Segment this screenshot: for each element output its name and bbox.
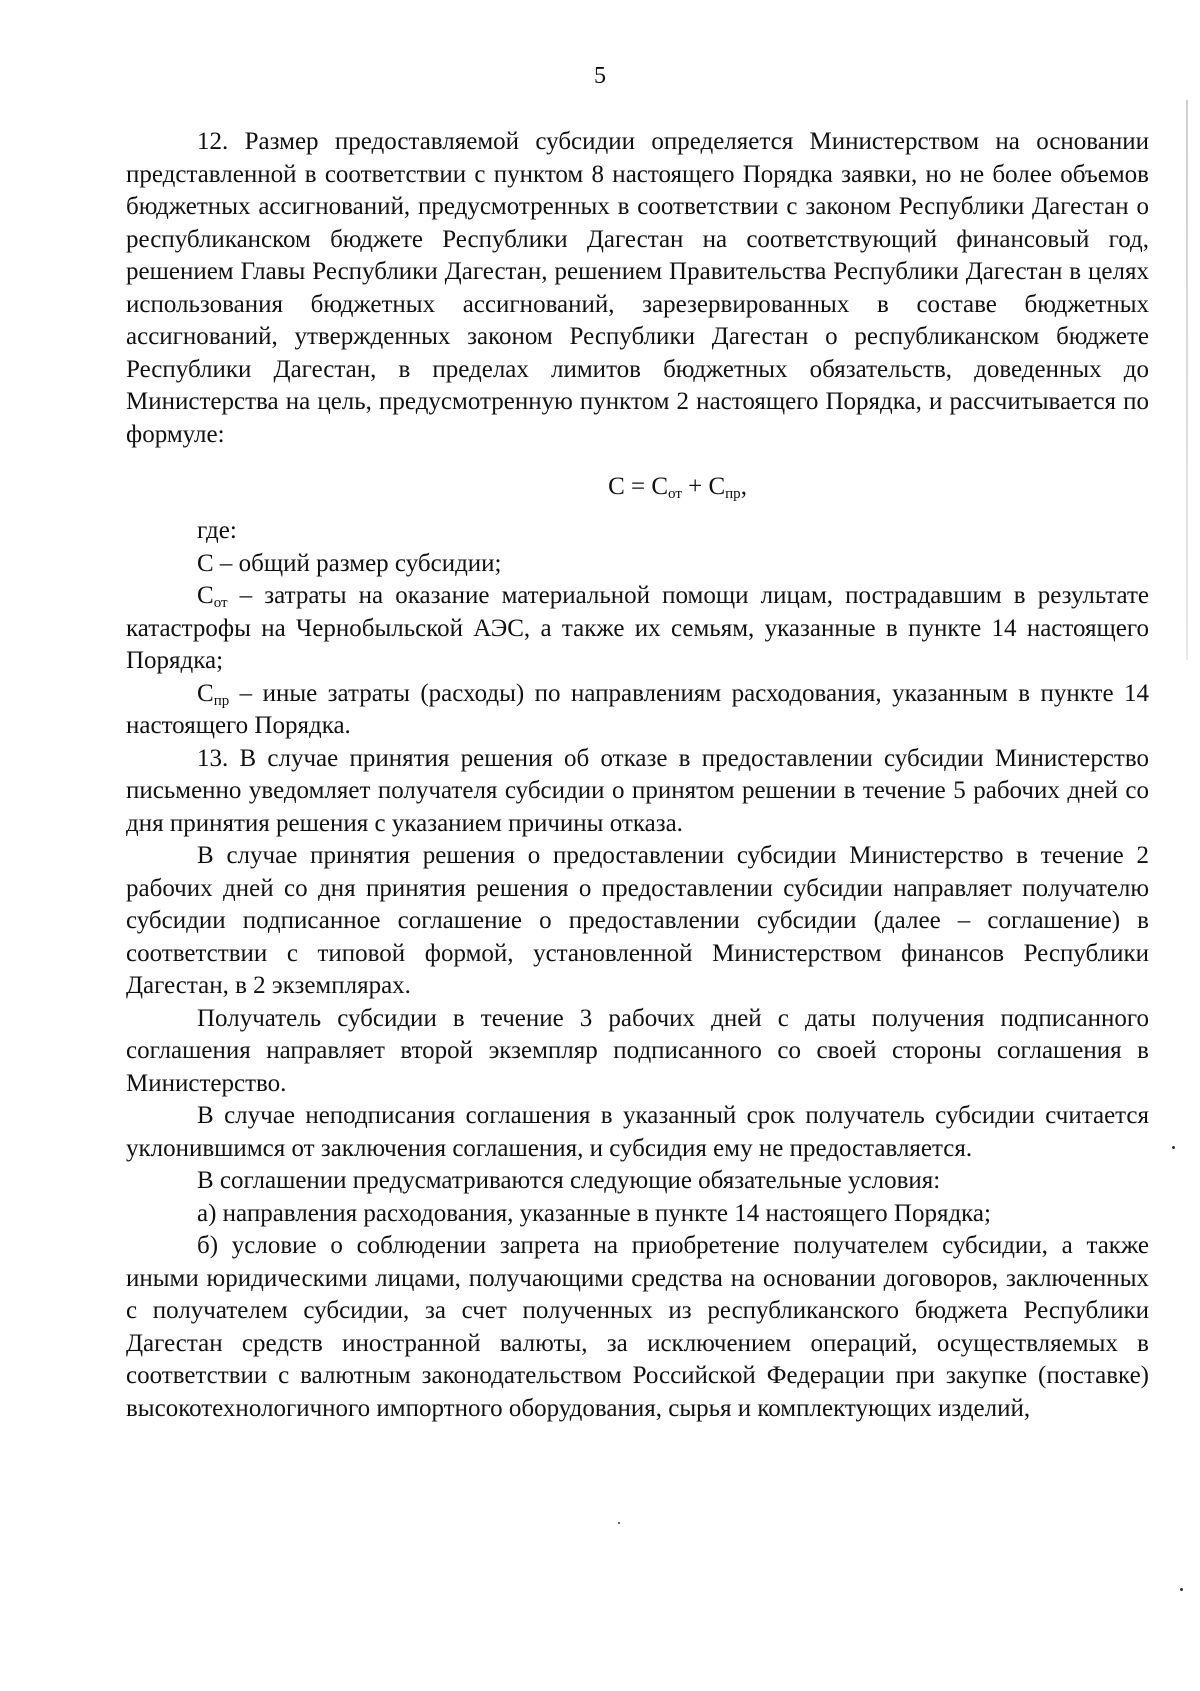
definition-c-ot-text: – затраты на оказание материальной помощи лицам, пострадавшим в результате катастрофы на Чернобыльской АЭС, а также их семьям, указанные в пункте 14 настоящего Порядка;	[126, 582, 1149, 674]
paragraph-13: 13. В случае принятия решения об отказе в предоставлении субсидии Министерство письменно уведомляет получателя субсидии о принятом решении в течение 5 рабочих дней со дня принятия решения с указанием причины отказа.	[126, 744, 1149, 837]
definition-c-pr-text: – иные затраты (расходы) по направлениям расходования, указанным в пункте 14 настоящего Порядка.	[126, 679, 1149, 739]
formula-plus: + C	[681, 473, 726, 500]
definition-c-ot	[126, 580, 1149, 678]
paragraph-conditions: В соглашении предусматриваются следующие обязательные условия:	[197, 1167, 941, 1194]
paragraph-recipient: Получатель субсидии в течение 3 рабочих дней с даты получения подписанного соглашения направляет второй экземпляр подписанного со своей стороны соглашения в Министерство.	[126, 1004, 1149, 1097]
symbol-sub-pr: пр	[213, 692, 230, 709]
symbol-sub-ot: от	[213, 595, 228, 611]
paragraph-decision: В случае принятия решения о предоставлении субсидии Министерство в течение 2 рабочих дней со дня принятия решения о предоставлении субсидии направляет получателю субсидии подписанное соглашение о предоставлении субсидии (далее – соглашение) в соответствии с типовой формой, установленной Министерством финансов Республики Дагестан, в 2 экземплярах.	[126, 842, 1149, 999]
formula-sub-pr: пр	[725, 486, 741, 502]
paragraph-12: 12. Размер предоставляемой субсидии определяется Министерством на основании представленной в соответствии с пунктом 8 настоящего Порядка заявки, но не более объемов бюджетных ассигнований, предусмотренных в соответствии с законом Республики Дагестан о республиканском бюджете Республики Дагестан на соответствующий финансовый год, решением Главы Республики Дагестан, решением Правительства Республики Дагестан в целях использования бюджетных ассигнований, зарезервированных в составе бюджетных ассигнований, утвержденных законом Республики Дагестан о республиканском бюджете Республики Дагестан, в пределах лимитов бюджетных обязательств, доведенных до Министерства на цель, предусмотренную пунктом 2 настоящего Порядка, и рассчитывается по формуле:	[126, 128, 1149, 448]
paragraph-nonsign: В случае неподписания соглашения в указанный срок получатель субсидии считается уклонившимся от заключения соглашения, и субсидия ему не предоставляется.	[126, 1102, 1149, 1162]
scan-edge-line	[1186, 100, 1188, 660]
scan-speck	[1172, 1146, 1175, 1149]
symbol-c: C	[197, 582, 214, 609]
definition-c-pr	[126, 678, 1149, 743]
formula-tail: ,	[740, 473, 747, 500]
where-label: где:	[197, 517, 237, 544]
scan-speck	[1180, 1588, 1183, 1591]
page-number: 5	[594, 63, 606, 89]
definition-c: C – общий размер субсидии;	[197, 549, 502, 577]
formula-sub-ot: от	[668, 486, 682, 502]
condition-a: а) направления расходования, указанные в пункте 14 настоящего Порядка;	[197, 1199, 991, 1227]
subsidy-formula	[126, 471, 1149, 503]
formula-lhs: C = C	[608, 473, 669, 500]
scan-speck	[618, 1522, 620, 1524]
condition-b: б) условие о соблюдении запрета на приобретение получателем субсидии, а также иными юридическими лицами, получающими средства на основании договоров, заключенных с получателем субсидии, за счет полученных из республиканского бюджета Республики Дагестан средств иностранной валюты, за исключением операций, осуществляемых в соответствии с валютным законодательством Российской Федерации при закупке (поставке) высокотехнологичного импортного оборудования, сырья и комплектующих изделий,	[126, 1232, 1149, 1422]
document-body	[126, 126, 1149, 1425]
symbol-c: C	[197, 679, 214, 707]
